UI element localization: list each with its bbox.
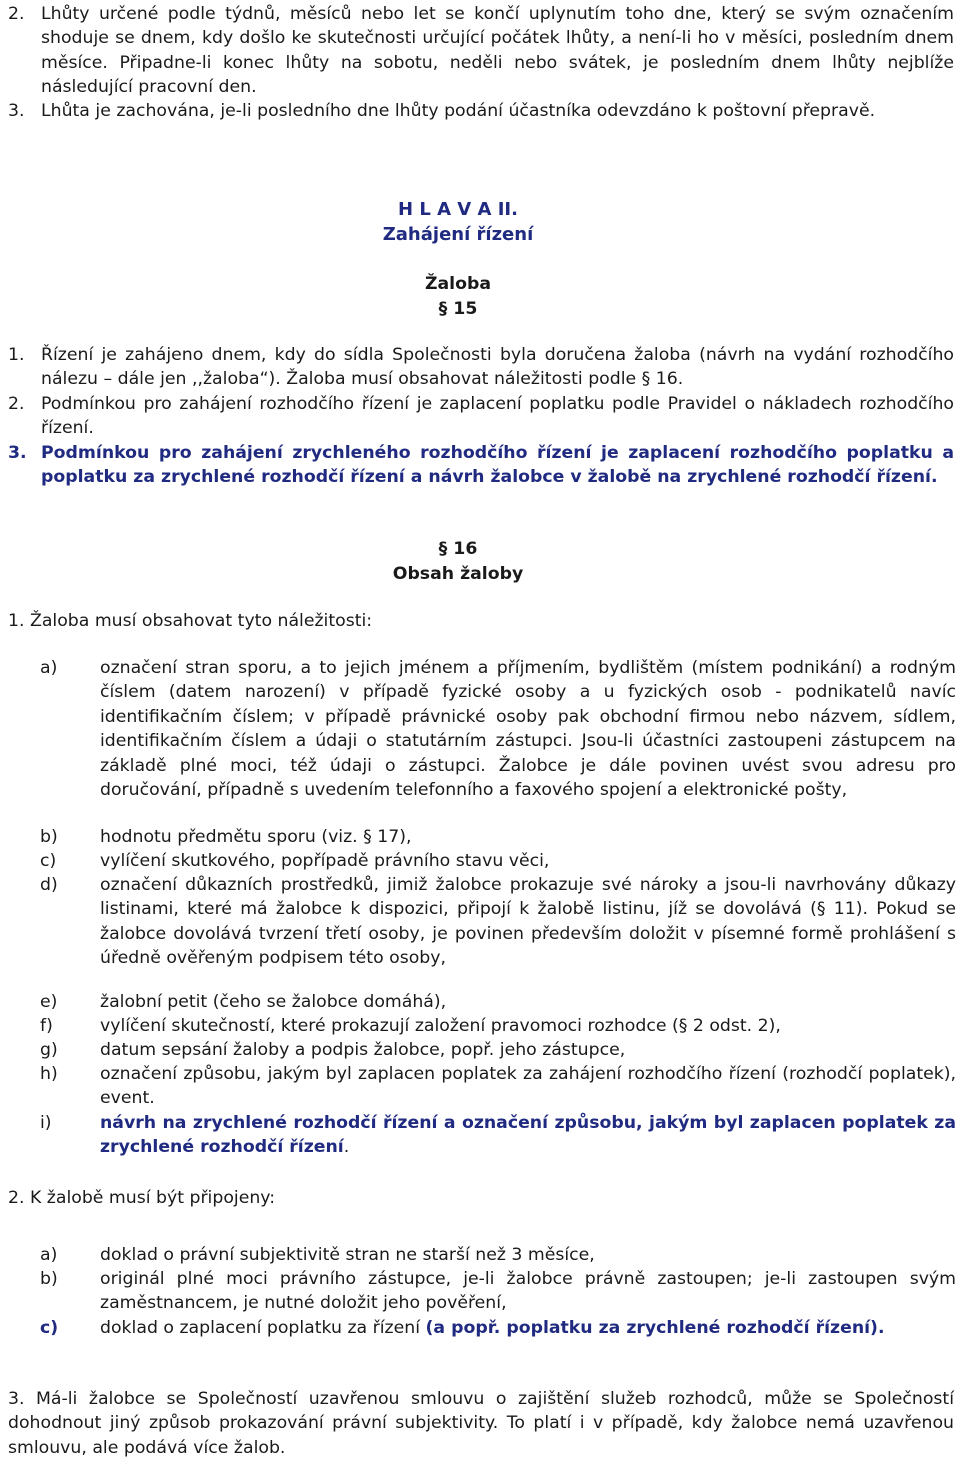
list-text: označení důkazních prostředků, jimiž žalobce prokazuje své nároky a jsou-li navrhovány důkazy listinami, které má žalobce k dispozici, připojí k žalobě listinu, jíž se dovolává (§ 11). Pokud se žalobce dovolává tvrzení třetí osoby, je povinen především doložit v písemné formě prohlášení s úředně ověřeným podpisem této osoby, [100, 875, 956, 969]
list-label: f) [40, 1016, 53, 1036]
list-text [100, 1316, 956, 1340]
list-item [40, 873, 956, 971]
list-text: vylíčení skutkového, popřípadě právního stavu věci, [100, 851, 550, 871]
list-label: a) [40, 658, 58, 678]
list-label: b) [40, 1269, 58, 1289]
s16-paragraph-1: 1. Žaloba musí obsahovat tyto náležitosti: [8, 611, 373, 631]
list-text: originál plné moci právního zástupce, je-li žalobce právně zastoupen; je-li zastoupen svým zaměstnancem, je nutné doložit jeho pověření, [100, 1269, 956, 1314]
paragraph-number: 3. [8, 101, 25, 121]
list-item [40, 849, 956, 873]
list-label: h) [40, 1064, 58, 1084]
paragraph-number: 1. [8, 345, 25, 365]
list-label: g) [40, 1040, 58, 1060]
list-text: označení stran sporu, a to jejich jménem a příjmením, bydlištěm (místem podnikání) a rodným číslem (datem narození) v případě fyzické osoby a u fyzických osob - podnikatelů navíc identifikačním číslem; v případě právnické osoby pak obchodní firmou nebo názvem, sídlem, identifikačním číslem a údaji o statutárním zástupci. Jsou-li účastníci zastoupeni zástupcem na základě plné moci, též údaji o zástupci. Žalobce je dále povinen uvést svou adresu pro doručování, případně s uvedením telefonního a faxového spojení a elektronické pošty, [100, 658, 956, 801]
attachment-item [40, 1243, 956, 1267]
paragraph-text: 3. Má-li žalobce se Společností uzavřenou smlouvu o zajištění služeb rozhodců, může se Společností dohodnout jiný způsob prokazování právní subjektivity. To platí i v případě, kdy žalobce nemá uzavřenou smlouvu, ale podává více žalob. [8, 1389, 954, 1458]
list-text [100, 1111, 956, 1160]
s15-paragraph-1 [8, 343, 954, 392]
paragraph-text: Řízení je zahájeno dnem, kdy do sídla Společnosti byla doručena žaloba (návrh na vydání rozhodčího nálezu – dále jen ,,žaloba“). Žaloba musí obsahovat náležitosti podle § 16. [41, 345, 954, 390]
s15-paragraph-3 [8, 441, 954, 490]
chapter-title: Zahájení řízení [382, 224, 534, 245]
list-text: označení způsobu, jakým byl zaplacen poplatek za zahájení rozhodčího řízení (rozhodčí poplatek), event. [100, 1064, 956, 1109]
list-text: žalobní petit (čeho se žalobce domáhá), [100, 992, 447, 1012]
list-item [40, 656, 956, 802]
section-16-title: Obsah žaloby [392, 564, 524, 584]
section-15-number: § 15 [438, 299, 478, 319]
paragraph-text: Lhůta je zachována, je-li posledního dne lhůty podání účastníka odevzdáno k poštovní přepravě. [41, 101, 876, 121]
chapter-number: H L A V A II. [398, 199, 518, 220]
paragraph-number: 2. [8, 394, 25, 414]
list-text: doklad o právní subjektivitě stran ne starší než 3 měsíce, [100, 1245, 595, 1265]
list-text-bold: návrh na zrychlené rozhodčí řízení a označení způsobu, jakým byl zaplacen poplatek za zrychlené rozhodčí řízení [100, 1113, 956, 1158]
list-label: d) [40, 875, 58, 895]
list-text-plain: doklad o zaplacení poplatku za řízení [100, 1318, 420, 1338]
list-item [40, 1014, 956, 1038]
attachment-item [40, 1267, 956, 1316]
intro-paragraph-2 [8, 2, 954, 100]
paragraph-text: Podmínkou pro zahájení rozhodčího řízení je zaplacení poplatku podle Pravidel o nákladech rozhodčího řízení. [41, 394, 954, 439]
paragraph-text: Podmínkou pro zahájení zrychleného rozhodčího řízení je zaplacení rozhodčího poplatku a poplatku za zrychlené rozhodčí řízení a návrh žalobce v žalobě na zrychlené rozhodčí řízení. [41, 443, 954, 488]
list-text: datum sepsání žaloby a podpis žalobce, popř. jeho zástupce, [100, 1040, 626, 1060]
paragraph-number: 3. [8, 443, 27, 463]
paragraph-text: Lhůty určené podle týdnů, měsíců nebo let se končí uplynutím toho dne, který se svým označením shoduje se dnem, kdy došlo ke skutečnosti určující počátek lhůty, a není-li ho v měsíci, posledním dnem měsíce. Připadne-li konec lhůty na sobotu, neděli nebo svátek, je posledním dnem lhůty nejblíže následující pracovní den. [41, 4, 954, 98]
list-text: vylíčení skutečností, které prokazují založení pravomoci rozhodce (§ 2 odst. 2), [100, 1016, 781, 1036]
list-item [40, 825, 956, 849]
list-label: b) [40, 827, 58, 847]
list-item [40, 1038, 956, 1062]
list-text-bold: (a popř. poplatku za zrychlené rozhodčí řízení). [425, 1318, 885, 1338]
section-15-title: Žaloba [424, 274, 492, 294]
intro-paragraph-3 [8, 99, 954, 123]
s16-paragraph-2: 2. K žalobě musí být připojeny: [8, 1188, 276, 1208]
list-label: c) [40, 1318, 59, 1338]
list-label: a) [40, 1245, 58, 1265]
s15-paragraph-2 [8, 392, 954, 441]
list-item [40, 1111, 956, 1160]
attachment-item [40, 1316, 956, 1340]
list-item [40, 1062, 956, 1111]
list-label: e) [40, 992, 58, 1012]
list-label: i) [40, 1113, 52, 1133]
s16-paragraph-3 [8, 1387, 954, 1460]
section-16-number: § 16 [438, 539, 478, 559]
list-item [40, 990, 956, 1014]
paragraph-number: 2. [8, 4, 25, 24]
list-text: hodnotu předmětu sporu (viz. § 17), [100, 827, 412, 847]
list-text-tail: . [343, 1137, 350, 1158]
list-label: c) [40, 851, 57, 871]
